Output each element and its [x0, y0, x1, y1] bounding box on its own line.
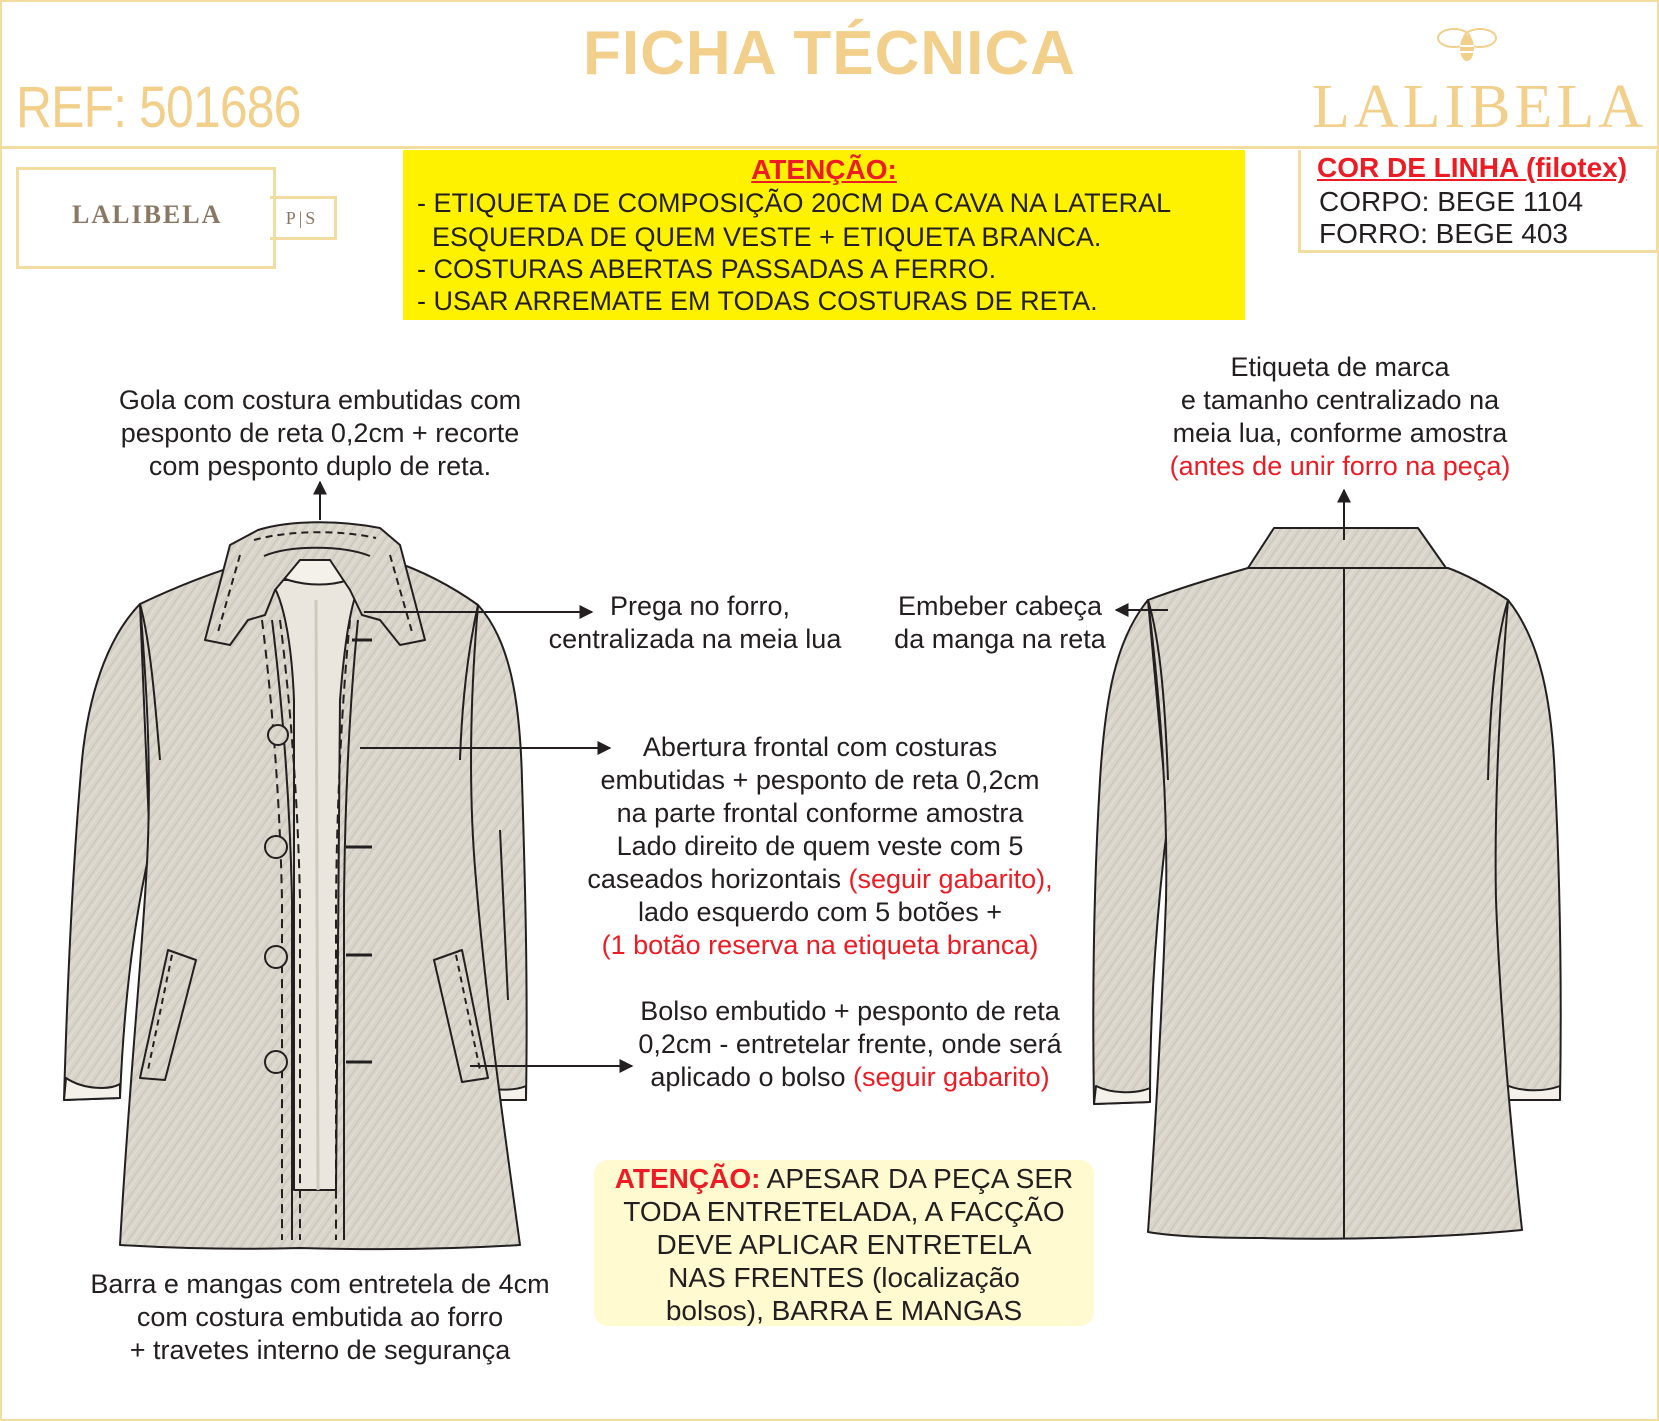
note-sleeve-head: Embeber cabeça da manga na reta [894, 591, 1106, 654]
label-brand-text: LALIBELA [72, 200, 223, 229]
note-collar: Gola com costura embutidas com pesponto de reta 0,2cm + recorte com pesponto duplo de reta. [118, 385, 522, 481]
front-view [64, 522, 527, 1249]
thread-color-lining: FORRO: BEGE 403 [1319, 218, 1568, 249]
attention-line-3: - COSTURAS ABERTAS PASSADAS A FERRO. [417, 254, 997, 284]
note-hem: Barra e mangas com entretela de 4cm com costura embutida ao forro + travetes interno de segurança [90, 1269, 550, 1365]
attention-line-4: - USAR ARREMATE EM TODAS COSTURAS DE RETA. [417, 286, 1098, 316]
note-lining-pleat: Prega no forro, centralizada na meia lua [548, 591, 842, 654]
reference-number: REF: 501686 [16, 75, 301, 140]
thread-color-body: CORPO: BEGE 1104 [1319, 186, 1584, 217]
warning-text: ATENÇÃO: APESAR DA PEÇA SER TODA ENTRETELADA, A FACÇÃO DEVE APLICAR ENTRETELA NAS FRENTES (localização bolsos), BARRA E MANGAS [614, 1163, 1074, 1326]
attention-title: ATENÇÃO: [751, 154, 897, 185]
size-tab: P|S [270, 196, 337, 240]
attention-line-2: ESQUERDA DE QUEM VESTE + ETIQUETA BRANCA. [417, 222, 1102, 252]
back-view [1093, 528, 1561, 1239]
note-pocket: Bolso embutido + pesponto de reta 0,2cm - entretelar frente, onde será aplicado o bolso (seguir gabarito) [638, 996, 1062, 1092]
note-front-opening: Abertura frontal com costuras embutidas + pesponto de reta 0,2cm na parte frontal conforme amostra Lado direito de quem veste com 5 caseados horizontais (seguir gabarito), lado esquerdo com 5 botões + (1 botão reserva na etiqueta branca) [587, 732, 1053, 960]
page-title: FICHA TÉCNICA [583, 19, 1076, 88]
brand-logo: LALIBELA [1312, 73, 1648, 141]
attention-line-1: - ETIQUETA DE COMPOSIÇÃO 20CM DA CAVA NA LATERAL [417, 188, 1172, 218]
thread-color-title: COR DE LINHA (filotex) [1317, 152, 1628, 183]
note-brand-label: Etiqueta de marca e tamanho centralizado na meia lua, conforme amostra (antes de unir forro na peça) [1169, 352, 1511, 481]
